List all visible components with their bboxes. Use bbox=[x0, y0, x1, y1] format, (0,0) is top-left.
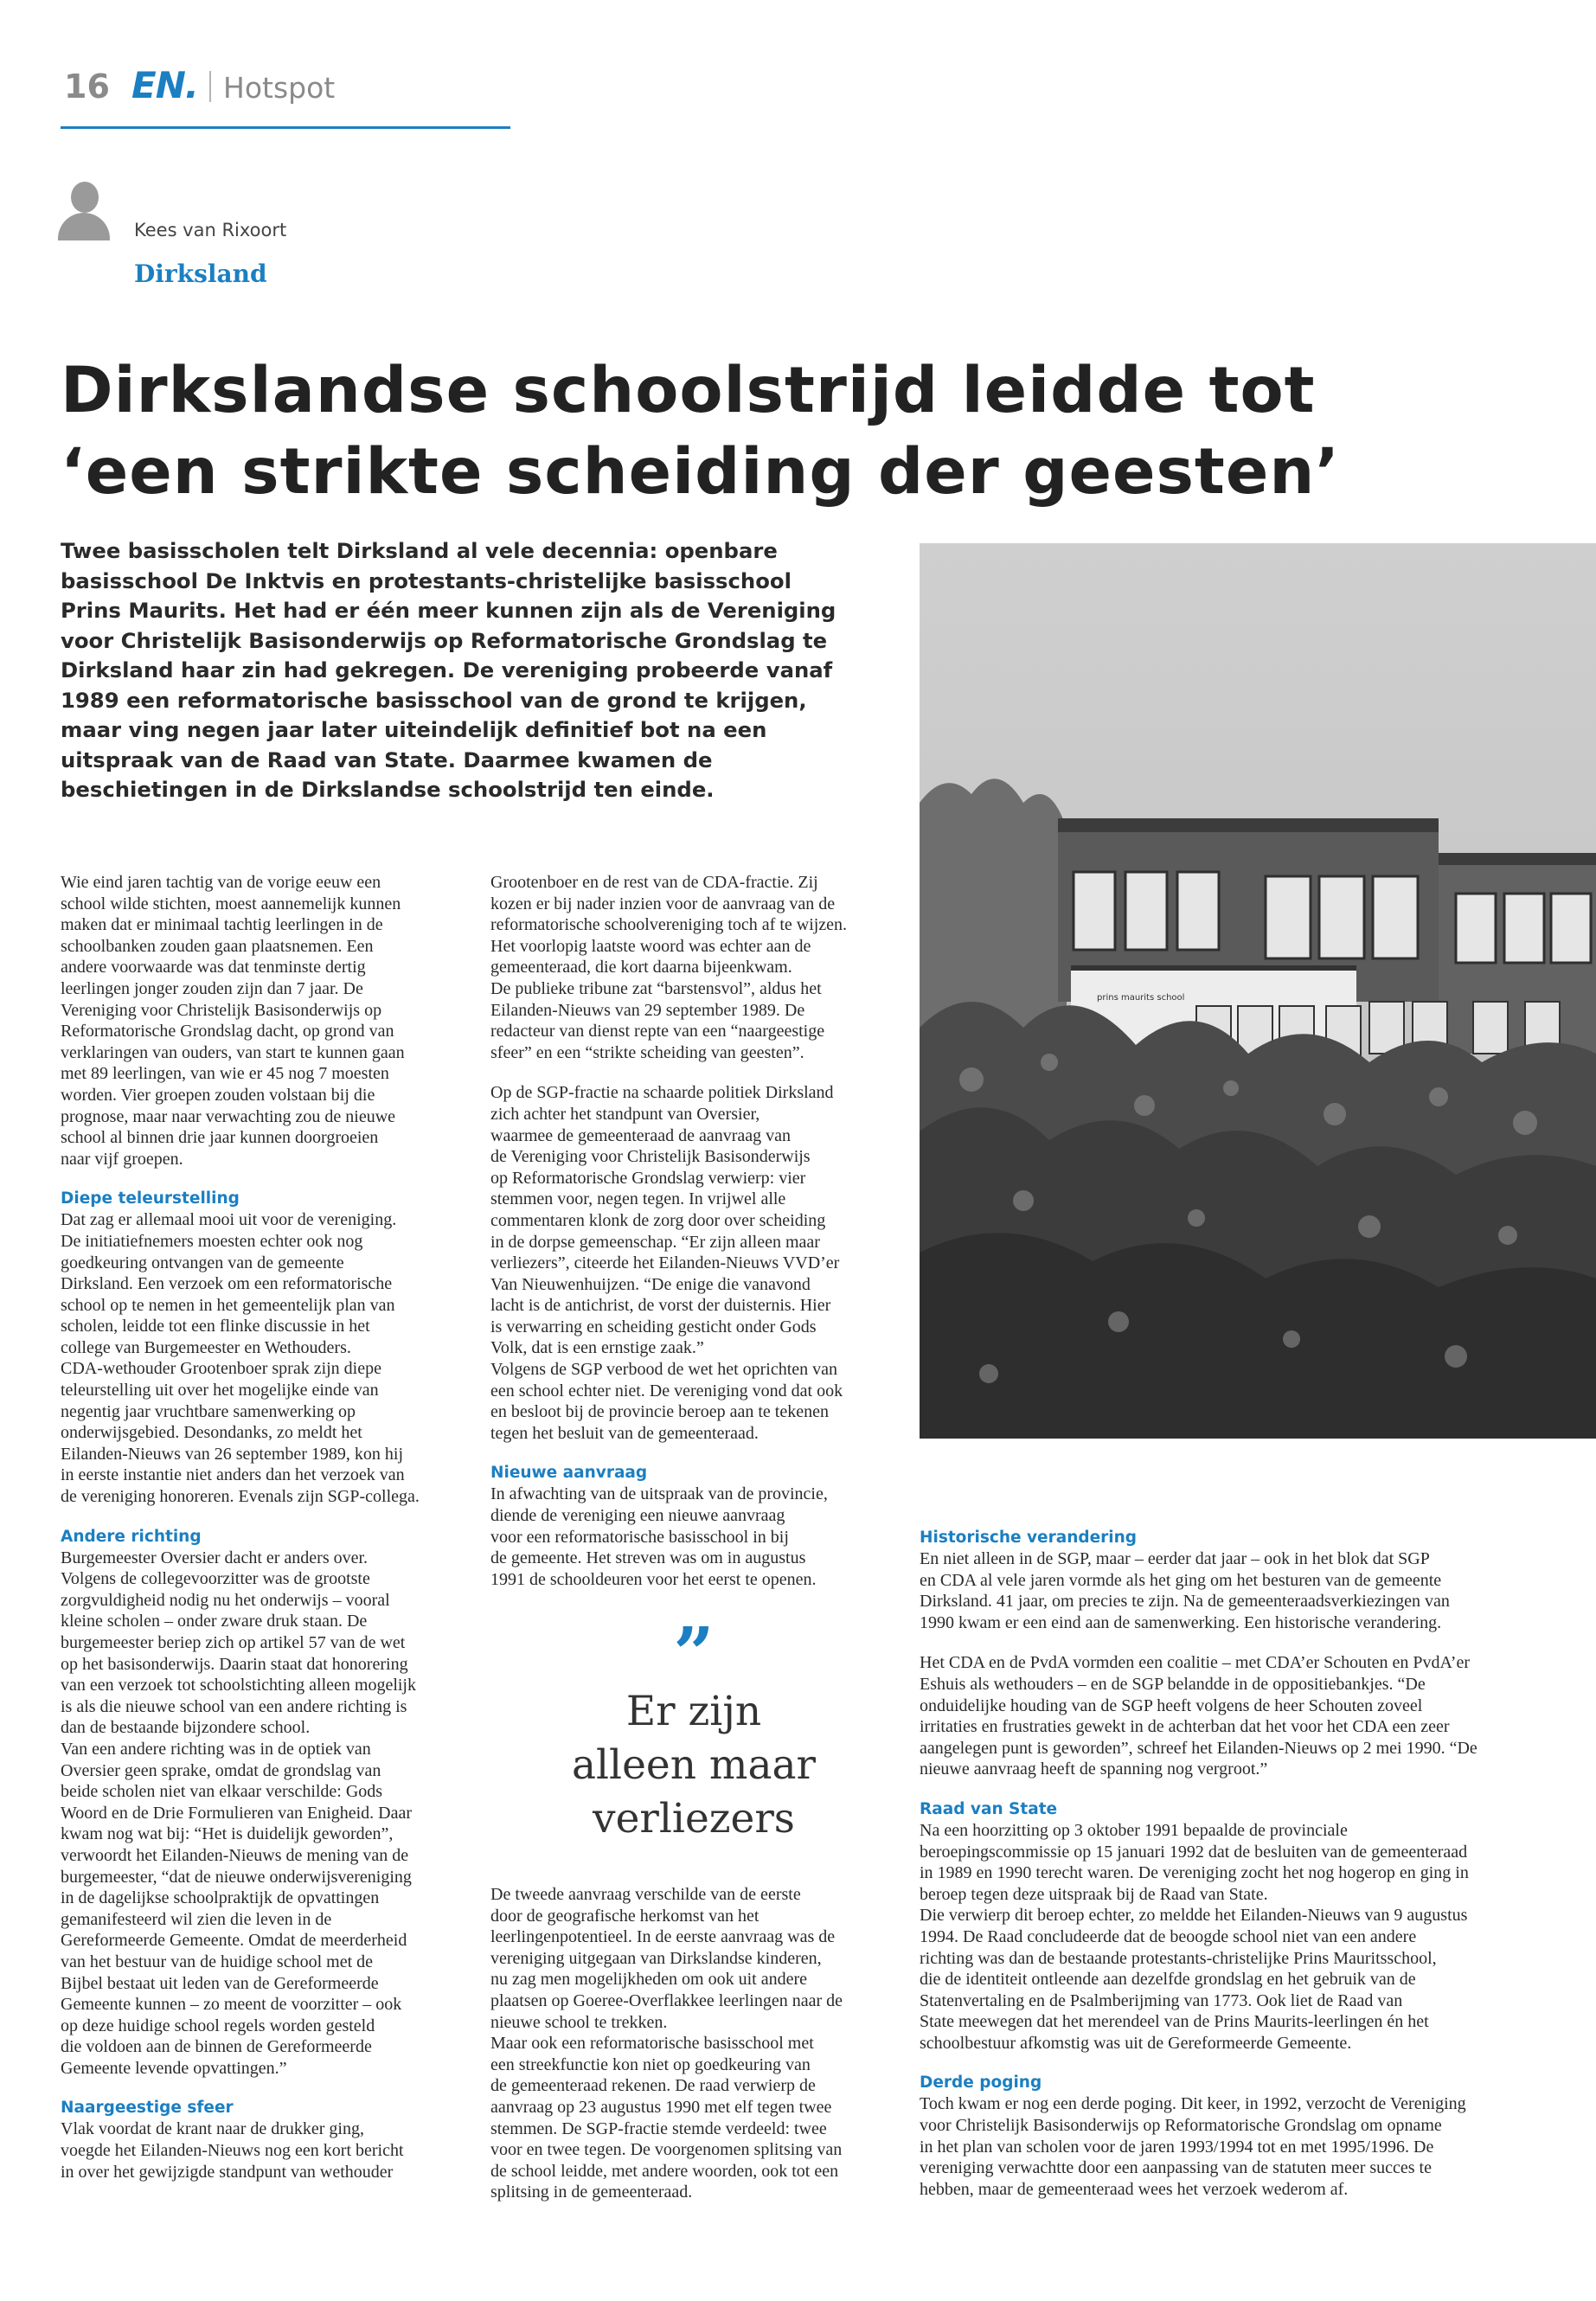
subheading: Andere richting bbox=[61, 1527, 202, 1546]
article-lead: Twee basisscholen telt Dirksland al vele decennia: openbare basisschool De Inktvis en protestants-christelijke basisschool Prins Maurits. Het had er één meer kunnen zijn als de Vereniging voor Christelijk Basisonderwijs op Reformatorische Grondslag te Dirksland haar zin had gekregen. De vereniging probeerde vanaf 1989 een reformatorische basisschool van de grond te krijgen, maar ving negen jaar later uiteindelijk definitief bot na een uitspraak van de Raad van State. Daarmee kwamen de beschietingen in de Dirkslandse schoolstrijd ten einde. bbox=[61, 538, 836, 802]
section-label: Hotspot bbox=[223, 71, 336, 105]
article-column-3 bbox=[920, 1528, 1596, 2200]
paragraph: Burgemeester Oversier dacht er anders over. Volgens de collegevoorzitter was de grootste zorgvuldigheid nodig nu het onderwijs – vooral kleine scholen – onder zware druk staan. De burgemeester beriep zich op artikel 57 van de wet op het basisonderwijs. Daarin staat dat honorering van een verzoek tot schoolstichting alleen mogelijk is als die nieuwe school van een andere richting is dan de bestaande bijzondere school. Van een andere richting was in de optiek van Oversier geen sprake, omdat de grondslag van beide scholen niet van elkaar verschilde: Gods Woord en de Drie Formulieren van Enigheid. Daar kwam nog wat bij: “Het is duidelijk geworden”, verwoordt het Eilanden-Nieuws de mening van de burgemeester, “dat de nieuwe onderwijsvereniging in de dagelijkse schoolpraktijk de opvattingen gemanifesteerd wil zien die leven in de Gereformeerde Gemeente. Omdat de meerderheid van het bestuur van de huidige school met de Bijbel bestaat uit leden van de Gereformeerde Gemeente kunnen – zo meent de voorzitter – ook op deze huidige school regels worden gesteld die voldoen aan de binnen de Gereformeerde Gemeente levende opvattingen.” bbox=[61, 1548, 416, 2078]
subheading: Nieuwe aanvraag bbox=[490, 1464, 648, 1483]
headline-line-2: ‘een strikte scheiding der geesten’ bbox=[61, 435, 1341, 509]
dateline-location: Dirksland bbox=[134, 260, 267, 288]
author-name: Kees van Rixoort bbox=[134, 220, 287, 240]
school-photo bbox=[920, 543, 1596, 1439]
subheading: Historische verandering bbox=[920, 1529, 1138, 1547]
paragraph: Het CDA en de PvdA vormden een coalitie – met CDA’er Schouten en PvdA’er Eshuis als wethouders – en de SGP belandde in de oppositiebankjes. “De onduidelijke houding van de SGP heeft volgens de heer Schouten zoveel irritaties en frustraties gewekt in de achterban dat het voor het CDA een zeer aangelegen punt is geworden”, schreef het Eilanden-Nieuws op 2 mei 1990. “De nieuwe aanvraag heeft de spanning nog vergroot.” bbox=[920, 1653, 1477, 1779]
header-rule bbox=[61, 126, 510, 129]
paragraph: In afwachting van de uitspraak van de provincie, diende de vereniging een nieuwe aanvraag voor een reformatorische basisschool in bij de gemeente. Het streven was om in augustus 1991 de schooldeuren voor het eerst te openen. bbox=[490, 1484, 828, 1589]
paragraph: De tweede aanvraag verschilde van de eerste door de geografische herkomst van het leerlingenpotentieel. In de eerste aanvraag was de vereniging uitgegaan van Dirkslandse kinderen, nu zag men mogelijkheden om ook uit andere plaatsen op Goeree-Overflakkee leerlingen naar de nieuwe school te trekken. Maar ook een reformatorische basisschool met een streekfunctie kon niet op goedkeuring van de gemeenteraad rekenen. De raad verwierp de aanvraag op 23 augustus 1990 met elf tegen twee stemmen. De SGP-fractie stemde verdeeld: twee voor en twee tegen. De voorgenomen splitsing van de school leidde, met andere woorden, ook tot een splitsing in de gemeenteraad. bbox=[490, 1885, 843, 2202]
header-divider bbox=[209, 71, 211, 102]
school-sign: prins maurits school bbox=[1097, 993, 1185, 1003]
paragraph: Toch kwam er nog een derde poging. Dit keer, in 1992, verzocht de Vereniging voor Christelijk Basisonderwijs op Reformatorische Grondslag om opname in het plan van scholen voor de jaren 1993/1994 tot en met 1995/1996. De vereniging verwachtte door een aanpassing van de statuten meer succes te hebben, maar de gemeenteraad wees het verzoek wederom af. bbox=[920, 2094, 1466, 2199]
paragraph: Wie eind jaren tachtig van de vorige eeuw een school wilde stichten, moest aannemelijk kunnen maken dat er minimaal tachtig leerlingen in de schoolbanken zouden gaan plaatsnemen. Een andere voorwaarde was dat tenminste dertig leerlingen jonger zouden zijn dan 7 jaar. De Vereniging voor Christelijk Basisonderwijs op Reformatorische Grondslag dacht, op grond van verklaringen van ouders, van start te kunnen gaan met 89 leerlingen, van wie er 45 nog 7 moesten worden. Vier groepen zouden volstaan bij die prognose, maar naar verwachting zou de nieuwe school al binnen drie jaar kunnen doorgroeien naar vijf groepen. bbox=[61, 873, 405, 1169]
headline-line-1: Dirkslandse schoolstrijd leidde tot bbox=[61, 354, 1316, 427]
subheading: Naargeestige sfeer bbox=[61, 2099, 234, 2118]
page-number: 16 bbox=[64, 67, 110, 106]
article-column-1 bbox=[61, 872, 467, 2182]
person-icon bbox=[58, 182, 110, 240]
subheading: Raad van State bbox=[920, 1799, 1058, 1818]
paragraph: En niet alleen in de SGP, maar – eerder dat jaar – ook in het blok dat SGP en CDA al vele jaren vormde als het ging om het besturen van de gemeente Dirksland. 41 jaar, om precies te zijn. Na de gemeenteraadsverkiezingen van 1990 kwam er een eind aan de samenwerking. Een historische verandering. bbox=[920, 1549, 1450, 1632]
pull-quote-text: Er zijn alleen maar verliezers bbox=[572, 1688, 816, 1843]
article-headline bbox=[61, 350, 1548, 513]
pull-quote bbox=[490, 1612, 897, 1846]
quote-mark-icon: ” bbox=[673, 1612, 715, 1695]
paragraph: Vlak voordat de krant naar de drukker ging, voegde het Eilanden-Nieuws nog een kort bericht in over het gewijzigde standpunt van wethouder bbox=[61, 2119, 404, 2182]
article-column-2 bbox=[490, 872, 897, 1590]
publication-logo: EN. bbox=[131, 64, 198, 106]
paragraph: Dat zag er allemaal mooi uit voor de vereniging. De initiatiefnemers moesten echter ook nog goedkeuring ontvangen van de gemeente Dirksland. Een verzoek om een reformatorische school op te nemen in het gemeentelijk plan van scholen, leidde tot een flinke discussie in het college van Burgemeester en Wethouders. CDA-wethouder Grootenboer sprak zijn diepe teleurstelling uit over het mogelijke einde van negentig jaar vruchtbare samenwerking op onderwijsgebied. Desondanks, zo meldt het Eilanden-Nieuws van 26 september 1989, kon hij in eerste instantie niet anders dan het verzoek van de vereniging honoreren. Evenals zijn SGP-collega. bbox=[61, 1210, 420, 1507]
subheading: Diepe teleurstelling bbox=[61, 1189, 240, 1208]
page-header bbox=[61, 62, 510, 128]
paragraph: Grootenboer en de rest van de CDA-fractie. Zij kozen er bij nader inzien voor de aanvraag van de reformatorische schoolvereniging toch af te wijzen. Het voorlopig laatste woord was echter aan de gemeenteraad, die kort daarna bijeenkwam. De publieke tribune zat “barstensvol”, aldus het Eilanden-Nieuws van 29 september 1989. De redacteur van dienst repte van een “naargeestige sfeer” en een “strikte scheiding van geesten”. bbox=[490, 873, 848, 1062]
paragraph: Op de SGP-fractie na schaarde politiek Dirksland zich achter het standpunt van Oversier, waarmee de gemeenteraad de aanvraag van de Vereniging voor Christelijk Basisonderwijs op Reformatorische Grondslag verwierp: vier stemmen voor, negen tegen. In vrijwel alle commentaren klonk de zorg door over scheiding in de dorpse gemeenschap. “Er zijn alleen maar verliezers”, citeerde het Eilanden-Nieuws VVD’er Van Nieuwenhuijzen. “De enige die vanavond lacht is de antichrist, de vorst der duisternis. Hier is verwarring en scheiding gesticht onder Gods Volk, dat is een ernstige zaak.” Volgens de SGP verbood de wet het oprichten van een school echter niet. De vereniging vond dat ook en besloot bij de provincie beroep aan te tekenen tegen het besluit van de gemeenteraad. bbox=[490, 1083, 843, 1443]
subheading: Derde poging bbox=[920, 2073, 1042, 2093]
paragraph: Na een hoorzitting op 3 oktober 1991 bepaalde de provinciale beroepingscommissie op 15 januari 1992 dat de besluiten van de gemeenteraad in 1989 en 1990 terecht waren. De vereniging zocht het nog hogerop en ging in beroep tegen deze uitspraak bij de Raad van State. Die verwierp dit beroep echter, zo meldde het Eilanden-Nieuws van 9 augustus 1994. De Raad concludeerde dat de beoogde school niet van een andere richting was dan de bestaande protestants-christelijke Prins Mauritsschool, die de identiteit ontleende aan dezelfde grondslag en het gebruik van de Statenvertaling en de Psalmberijming van 1773. Ook liet de Raad van State meewegen dat het merendeel van de Prins Maurits-leerlingen én het schoolbestuur afkomstig was uit de Gereformeerde Gemeente. bbox=[920, 1820, 1469, 2053]
article-column-2-continued bbox=[490, 1884, 897, 2203]
